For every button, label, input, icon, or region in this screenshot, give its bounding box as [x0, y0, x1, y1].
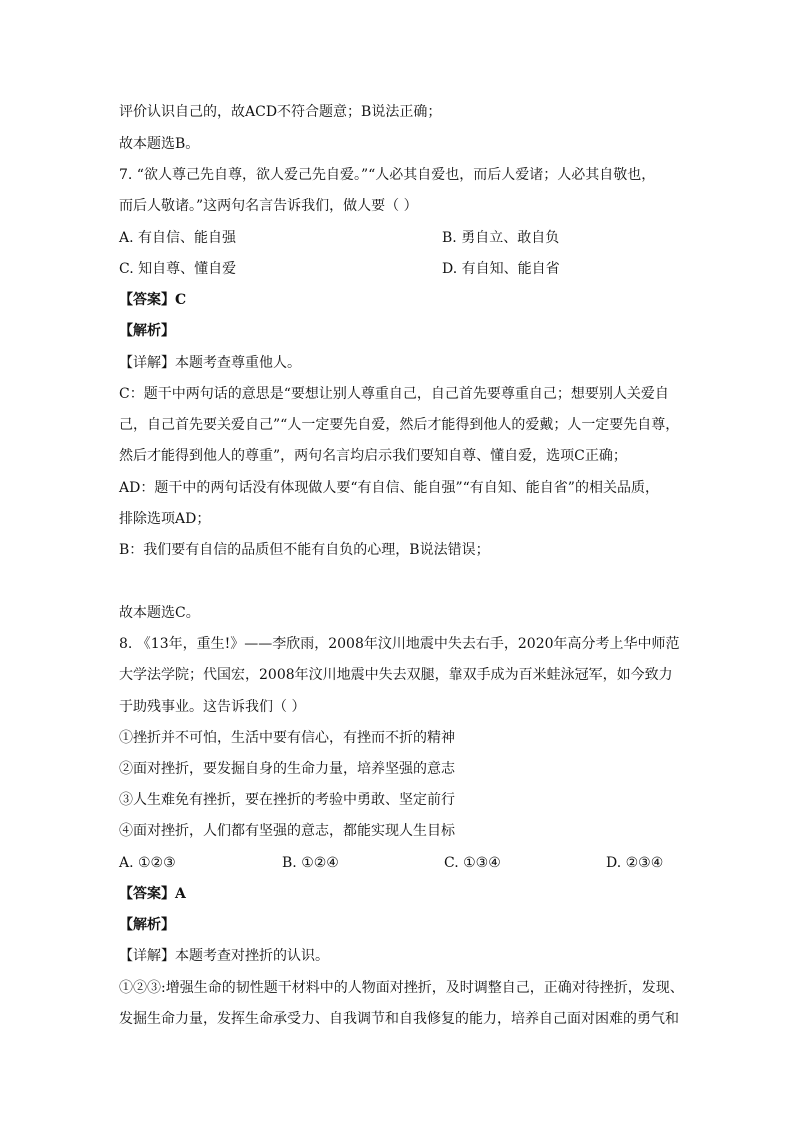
explanation-line: 发掘生命力量，发挥生命承受力、自我调节和自我修复的能力，培养自己面对困难的勇气和: [119, 1011, 679, 1027]
question-8-option-c: C. ①③④: [444, 855, 501, 871]
text-line: 故本题选B。: [119, 136, 200, 152]
question-8-stem: 大学法学院；代国宏，2008年汶川地震中失去双腿，靠双手成为百米蛙泳冠军，如今致力: [119, 667, 673, 683]
explanation-line: C：题干中两句话的意思是“要想让别人尊重自己，自己首先要尊重自己；想要别人关爱自: [119, 386, 669, 402]
question-7-answer: 【答案】C: [119, 292, 187, 308]
statement-1: ①挫折并不可怕，生活中要有信心，有挫而不折的精神: [119, 730, 455, 746]
question-7-detail: 【详解】本题考查尊重他人。: [119, 355, 301, 371]
question-8-option-a: A. ①②③: [119, 855, 176, 871]
text-line: 评价认识自己的，故ACD不符合题意；B说法正确；: [119, 104, 442, 120]
question-8-stem: 于助残事业。这告诉我们（ ）: [119, 699, 306, 715]
question-7-analysis-heading: 【解析】: [119, 323, 175, 339]
question-7-option-c: C. 知自尊、懂自爱: [119, 261, 237, 277]
question-8-option-b: B. ①②④: [282, 855, 339, 871]
question-7-stem: 7. “欲人尊己先自尊，欲人爱己先自爱。”“人必其自爱也，而后人爱诸；人必其自敬也，: [119, 167, 656, 183]
explanation-line: AD：题干中的两句话没有体现做人要“有自信、能自强”“有自知、能自省”的相关品质，: [119, 480, 659, 496]
explanation-line: 己，自己首先要关爱自己”“人一定要先自爱，然后才能得到他人的爱戴；人一定要先自尊，: [119, 417, 680, 433]
explanation-line: 排除选项AD；: [119, 511, 211, 527]
question-8-answer: 【答案】A: [119, 886, 186, 902]
explanation-line: B：我们要有自信的品质但不能有自负的心理，B说法错误；: [119, 542, 490, 558]
question-8-analysis-heading: 【解析】: [119, 917, 175, 933]
question-7-conclusion: 故本题选C。: [119, 605, 200, 621]
question-8-option-d: D. ②③④: [606, 855, 664, 871]
question-7-option-a: A. 有自信、能自强: [119, 230, 237, 246]
statement-2: ②面对挫折，要发掘自身的生命力量，培养坚强的意志: [119, 761, 455, 777]
explanation-line: 然后才能得到他人的尊重”，两句名言均启示我们要知自尊、懂自爱，选项C正确；: [119, 448, 627, 464]
question-7-stem: 而后人敬诸。”这两句名言告诉我们，做人要（ ）: [119, 198, 418, 214]
statement-4: ④面对挫折，人们都有坚强的意志，都能实现人生目标: [119, 823, 455, 839]
question-7-option-b: B. 勇自立、敢自负: [442, 230, 560, 246]
question-7-option-d: D. 有自知、能自省: [442, 261, 560, 277]
statement-3: ③人生难免有挫折，要在挫折的考验中勇敢、坚定前行: [119, 792, 455, 808]
explanation-line: ①②③:增强生命的韧性题干材料中的人物面对挫折，及时调整自己，正确对待挫折，发现、: [119, 980, 684, 996]
question-8-detail: 【详解】本题考查对挫折的认识。: [119, 948, 329, 964]
question-8-stem: 8. 《13年，重生!》——李欣雨，2008年汶川地震中失去右手，2020年高分考上华中师范: [119, 636, 680, 652]
